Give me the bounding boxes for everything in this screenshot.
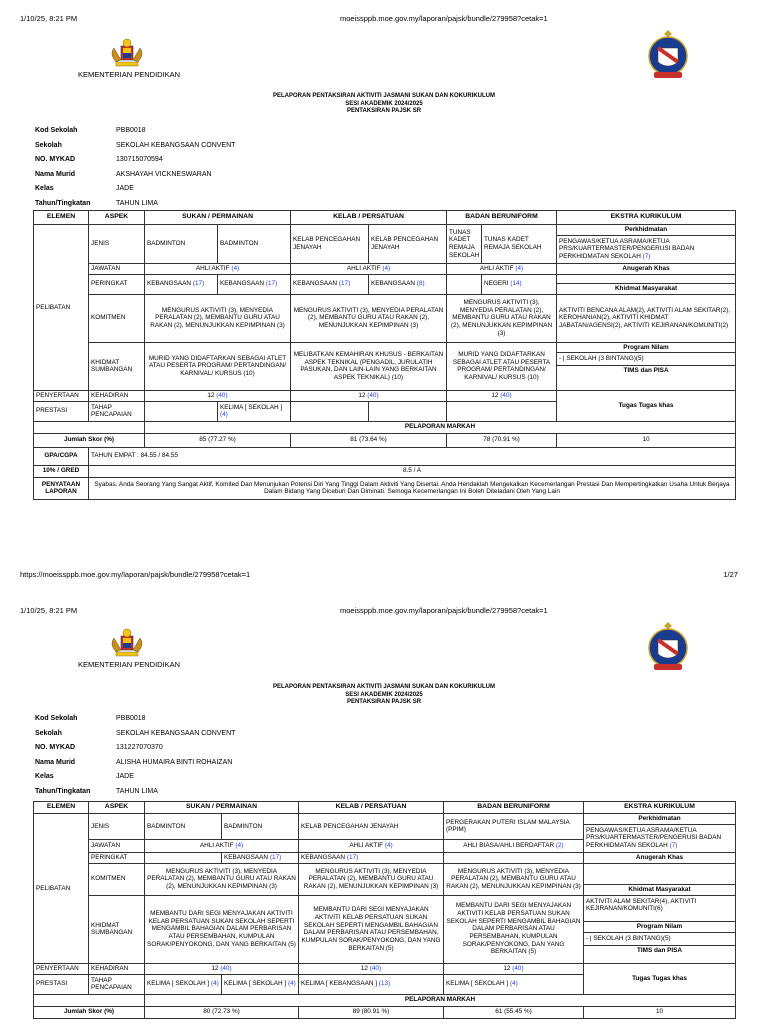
sukan2-komitmen: MENGURUS AKTIVITI (3), MENYEDIA PERALATAN (2), MEMBANTU GURU ATAU RAKAN (2), MENUNJUKKAN KEPIMPINAN (3) xyxy=(145,863,299,895)
ekstra-perkhidmatan-cell xyxy=(557,225,736,264)
kelab-kehadiran-value: 12 xyxy=(358,391,366,399)
sukan-kehadiran-value: 12 xyxy=(207,391,215,399)
kelab-peringkat-2-score: (8) xyxy=(416,280,425,288)
kelab2-jawatan xyxy=(299,839,444,852)
ekstra-khidmat-heading: Khidmat Masyarakat xyxy=(557,283,735,294)
kelab-peringkat-2-value: KEBANGSAAN xyxy=(371,280,416,288)
report-title-line-1: PELAPORAN PENTAKSIRAN AKTIVITI JASMANI SUKAN DAN KOKURIKULUM xyxy=(272,93,495,99)
badan-jawatan xyxy=(447,263,557,274)
sukan2-khidmat: MEMBANTU DARI SEGI MENYAJAKAN AKTIVITI KELAB PERSATUAN SUKAN SEKOLAH SEPERTI MENGAMBIL BAHAGIAN DALAM PERBARISAN ATAU PERSEMBAHAN, KUMPULAN SORAK/PENYOKONG, DAN YANG BERKAITAN (5) xyxy=(145,895,299,963)
ekstra2-perkhidmatan-score: (7) xyxy=(669,842,678,850)
jata-negara-logo-2 xyxy=(104,628,150,660)
kelab-peringkat-1-value: KEBANGSAAN xyxy=(293,280,338,288)
kelab2-peringkat-score: (17) xyxy=(346,853,359,861)
sukan-tahap-2 xyxy=(218,401,291,421)
badan-tahap xyxy=(447,401,557,421)
value2-nama-murid: ALISHA HUMAIRA BINTI ROHAIZAN xyxy=(116,758,233,766)
sukan-komitmen: MENGURUS AKTIVITI (3), MENYEDIA PERALATAN (2), MEMBANTU GURU ATAU RAKAN (2), MENUNJUKKAN KEPIMPINAN (3) xyxy=(145,294,291,342)
label2-jumlah-skor: Jumlah Skor (%) xyxy=(34,1006,145,1018)
badan-komitmen: MENGURUS AKTIVITI (3), MENYEDIA PERALATAN (2), MEMBANTU GURU ATAU RAKAN (2), MENUNJUKKAN KEPIMPINAN (3) xyxy=(447,294,557,342)
kelab2-jawatan-score: (4) xyxy=(384,841,393,849)
footer-url: https://moeissppb.moe.gov.my/laporan/pajsk/bundle/279958?cetak=1 xyxy=(20,570,251,579)
sukan-jenis-2: BADMINTON xyxy=(218,225,291,264)
ministry-name-2: KEMENTERIAN PENDIDIKAN xyxy=(78,660,181,669)
badan2-peringkat xyxy=(444,852,584,863)
sukan2-peringkat-2 xyxy=(222,852,299,863)
ekstra-perkhidmatan-score: (7) xyxy=(642,253,651,261)
badan2-jawatan-score: (2) xyxy=(555,841,564,849)
label-kelas: Kelas xyxy=(35,185,54,193)
header2-badan: BADAN BERUNIFORM xyxy=(444,802,584,814)
kelab-tahap-1 xyxy=(291,401,369,421)
label2-kelas: Kelas xyxy=(35,773,54,781)
kelab2-kehadiran-value: 12 xyxy=(360,964,368,972)
sukan-khidmat: MURID YANG DIDAFTARKAN SEBAGAI ATLET ATAU PESERTA PROGRAM/ PERTANDINGAN/ KARNIVAL/ KURSUS (10) xyxy=(145,342,291,390)
sukan2-tahap-1-score: (4) xyxy=(210,980,219,988)
sukan2-peringkat-2-value: KEBANGSAAN xyxy=(224,853,269,861)
header-kelab: KELAB / PERSATUAN xyxy=(291,211,447,225)
aspek-tahap: TAHAP PENCAPAIAN xyxy=(89,401,145,421)
pelaporan-markah-spacer xyxy=(34,421,145,433)
sukan-peringkat-2 xyxy=(218,274,291,294)
label2-tahun: Tahun/Tingkatan xyxy=(35,788,91,796)
label2-nama-murid: Nama Murid xyxy=(35,758,76,766)
info2-nama-murid xyxy=(35,756,235,771)
info-kod-sekolah xyxy=(35,124,235,139)
info2-sekolah xyxy=(35,727,235,742)
sukan-jawatan-value: AHLI AKTIF xyxy=(195,264,230,272)
label-gpa: GPA/CGPA xyxy=(34,447,89,465)
ekstra2-perkhidmatan-cell xyxy=(584,814,736,853)
elemen2-pelibatan: PELIBATAN xyxy=(34,814,89,964)
info-sekolah xyxy=(35,139,235,154)
badan-peringkat-2 xyxy=(482,274,557,294)
aspek-peringkat: PERINGKAT xyxy=(89,274,145,294)
jumlah2-kelab: 89 (80.91 %) xyxy=(299,1006,444,1018)
info-kelas xyxy=(35,182,235,197)
report-title-line-2: SESI AKADEMIK 2024/2025 xyxy=(345,100,423,107)
sukan-peringkat-1 xyxy=(145,274,218,294)
info2-kod-sekolah xyxy=(35,712,235,727)
value-gpa: TAHUN EMPAT : 84.55 / 84.55 xyxy=(89,447,736,465)
sukan2-peringkat-2-score: (17) xyxy=(269,853,282,861)
value2-mykad: 131227070370 xyxy=(116,744,163,752)
aspek2-komitmen: KOMITMEN xyxy=(89,863,145,895)
badan2-khidmat: MEMBANTU DARI SEGI MENYAJAKAN AKTIVITI KELAB PERSATUAN SUKAN SEKOLAH SEPERTI MENGAMBIL BAHAGIAN DALAM PERBARISAN ATAU PERSEMBAHAN, KUMPULAN SORAK/PENYOKONG, DAN YANG BERKAITAN (5) xyxy=(444,895,584,963)
ekstra2-perkhidmatan-heading: Perkhidmatan xyxy=(584,814,735,825)
badan-peringkat-2-score: (14) xyxy=(510,280,522,288)
label-penyataan: PENYATAAN LAPORAN xyxy=(34,477,89,499)
sukan2-tahap-2 xyxy=(222,974,299,994)
jumlah2-sukan: 80 (72.73 %) xyxy=(145,1006,299,1018)
ekstra2-anugerah-heading: Anugerah Khas xyxy=(584,852,736,863)
kelab2-peringkat-value: KEBANGSAAN xyxy=(301,853,346,861)
value2-tahun: TAHUN LIMA xyxy=(116,788,158,796)
value-tahun: TAHUN LIMA xyxy=(116,200,158,208)
sukan-peringkat-2-value: KEBANGSAAN xyxy=(220,280,265,288)
ekstra2-nilam-heading: Program Nilam xyxy=(584,921,735,932)
sukan2-tahap-1-value: KELIMA [ SEKOLAH ] xyxy=(147,980,210,988)
sukan2-kehadiran-value: 12 xyxy=(211,964,219,972)
value-kelas: JADE xyxy=(116,185,134,193)
ekstra-tims-heading: TIMS dan PISA xyxy=(557,365,735,376)
elemen2-prestasi: PRESTASI xyxy=(34,974,89,994)
sukan2-kehadiran-score: (40) xyxy=(220,964,232,972)
aspek-komitmen: KOMITMEN xyxy=(89,294,145,342)
jumlah-sukan: 85 (77.27 %) xyxy=(145,433,291,447)
sukan2-jenis-2: BADMINTON xyxy=(222,814,299,840)
aspek2-tahap: TAHAP PENCAPAIAN xyxy=(89,974,145,994)
report-title-line-3: PENTAKSIRAN PAJSK SR xyxy=(346,108,422,114)
sukan2-jawatan-value: AHLI AKTIF xyxy=(199,841,234,849)
value2-kod-sekolah: PBB0018 xyxy=(116,715,146,723)
header2-sukan: SUKAN / PERMAINAN xyxy=(145,802,299,814)
label2-sekolah: Sekolah xyxy=(35,729,62,737)
pelaporan2-markah-spacer xyxy=(34,994,145,1006)
kelab-kehadiran xyxy=(291,390,447,401)
sukan-tahap-1 xyxy=(145,401,218,421)
label2-mykad: NO. MYKAD xyxy=(35,744,76,752)
kelab-peringkat-1 xyxy=(291,274,369,294)
elemen-pelibatan: PELIBATAN xyxy=(34,225,89,391)
kelab2-tahap-value: KELIMA [ KEBANGSAAN ] xyxy=(301,980,378,988)
kelab-kehadiran-score: (40) xyxy=(367,391,379,399)
elemen-penyertaan: PENYERTAAN xyxy=(34,390,89,401)
badan2-kehadiran-value: 12 xyxy=(503,964,511,972)
ekstra2-khidmat-value: AKTIVITI ALAM SEKITAR(4), AKTIVITI KEJIRANAN/KOMUNITI(6) xyxy=(586,897,697,913)
ekstra-nilam-cell xyxy=(557,342,736,390)
ekstra-anugerah-heading: Anugerah Khas xyxy=(557,263,736,274)
value-nama-murid: AKSHAYAH VICKNESWARAN xyxy=(116,170,212,178)
badan-peringkat-1 xyxy=(447,274,482,294)
sukan-tahap-2-score: (4) xyxy=(220,411,228,419)
kelab-peringkat-2 xyxy=(369,274,447,294)
kelab-jenis-2: KELAB PENCEGAHAN JENAYAH xyxy=(369,225,447,264)
kelab-khidmat: MELIBATKAN KEMAHIRAN KHUSUS - BERKAITAN ASPEK TEKNIKAL (PENGADIL, JURULATIH PASUKAN, DAN LAIN-LAIN YANG BERKAITAN ASPEK TEKNIKAL) (10) xyxy=(291,342,447,390)
aspek2-khidmat-sumbangan: KHIDMAT SUMBANGAN xyxy=(89,895,145,963)
value-penyataan: Syabas. Anda Seorang Yang Sangat Aktif, Komited Dan Menunjukan Potensi Diri Yang Tinggi Dalam Aktiviti Yang Disertai. Anda Hendaklah Mengekalkan Kecemerlangan Prestasi Dan Mempertingkatkan Usaha Untuk Berjaya Dalam Bidang Yang Diceburi Dan Diminati. Semoga Kecemerlangan Ini Boleh Diteladani Oleh Yang Lain xyxy=(89,477,736,499)
kelab2-kehadiran-score: (40) xyxy=(369,964,382,972)
badan-kehadiran xyxy=(447,390,557,401)
kelab2-peringkat xyxy=(299,852,444,863)
label-mykad: NO. MYKAD xyxy=(35,156,76,164)
header-ekstra: EKSTRA KURIKULUM xyxy=(557,211,736,225)
pelaporan-markah-heading: PELAPORAN MARKAH xyxy=(145,421,736,433)
badan2-jenis: PERGERAKAN PUTERI ISLAM MALAYSIA (PPIM) xyxy=(444,814,584,840)
header2-aspek: ASPEK xyxy=(89,802,145,814)
ekstra-perkhidmatan-heading: Perkhidmatan xyxy=(557,225,735,236)
value2-sekolah: SEKOLAH KEBANGSAAN CONVENT xyxy=(116,729,236,737)
kelab2-komitmen: MENGURUS AKTIVITI (3), MENYEDIA PERALATAN (2), MEMBANTU GURU ATAU RAKAN (2), MENUNJUKKAN KEPIMPINAN (3) xyxy=(299,863,444,895)
footer-page-number: 1/27 xyxy=(723,570,738,579)
kelab2-jawatan-value: AHLI AKTIF xyxy=(349,841,384,849)
ekstra2-khidmat-cell xyxy=(584,895,736,963)
badan2-jawatan xyxy=(444,839,584,852)
sukan2-jawatan xyxy=(145,839,299,852)
aspek-jawatan: JAWATAN xyxy=(89,263,145,274)
aspek2-kehadiran: KEHADIRAN xyxy=(89,963,145,974)
header2-ekstra: EKSTRA KURIKULUM xyxy=(584,802,736,814)
kelab-jenis-1: KELAB PENCEGAHAN JENAYAH xyxy=(291,225,369,264)
badan-peringkat-2-value: NEGERI xyxy=(484,280,509,288)
sukan-jawatan xyxy=(145,263,291,274)
kelab2-tahap-score: (13) xyxy=(378,980,391,988)
jumlah-kelab: 81 (73.64 %) xyxy=(291,433,447,447)
sukan-peringkat-1-score: (17) xyxy=(192,280,205,288)
sukan2-kehadiran xyxy=(145,963,299,974)
kelab-tahap-2 xyxy=(369,401,447,421)
sukan2-jawatan-score: (4) xyxy=(235,841,244,849)
student-info xyxy=(35,124,235,212)
sukan-jawatan-score: (4) xyxy=(231,264,240,272)
aspek2-peringkat: PERINGKAT xyxy=(89,852,145,863)
badan-kehadiran-score: (40) xyxy=(500,391,512,399)
student-info-2 xyxy=(35,712,235,800)
ekstra2-nilam-value: - | SEKOLAH (3 BINTANG)(5) xyxy=(584,932,735,945)
sukan2-tahap-2-score: (4) xyxy=(287,980,296,988)
info2-mykad xyxy=(35,741,235,756)
assessment-table xyxy=(33,210,736,500)
kelab2-tahap xyxy=(299,974,444,994)
kelab2-khidmat: MEMBANTU DARI SEGI MENYAJAKAN AKTIVITI KELAB PERSATUAN SUKAN SEKOLAH SEPERTI MENGAMBIL BAHAGIAN DALAM PERBARISAN ATAU PERSEMBAHAN, KUMPULAN SORAK/PENYOKONG, DAN YANG BERKAITAN (5) xyxy=(299,895,444,963)
kelab2-jenis: KELAB PENCEGAHAN JENAYAH xyxy=(299,814,444,840)
label-kod-sekolah: Kod Sekolah xyxy=(35,127,78,135)
aspek2-jenis: JENIS xyxy=(89,814,145,840)
ekstra2-tims-heading: TIMS dan PISA xyxy=(584,945,735,956)
report-title-2-line-3: PENTAKSIRAN PAJSK SR xyxy=(346,699,422,705)
elemen2-penyertaan: PENYERTAAN xyxy=(34,963,89,974)
label-tahun: Tahun/Tingkatan xyxy=(35,200,91,208)
report-page-2 xyxy=(0,598,768,1024)
badan-jawatan-score: (4) xyxy=(515,264,524,272)
ekstra-nilam-value: - | SEKOLAH (3 BINTANG)(5) xyxy=(559,355,644,363)
kelab-komitmen: MENGURUS AKTIVITI (3), MENYEDIA PERALATAN (2), MEMBANTU GURU ATAU RAKAN (2), MENUNJUKKAN KEPIMPINAN (3) xyxy=(291,294,447,342)
elemen-prestasi: PRESTASI xyxy=(34,401,89,421)
kelab-peringkat-1-score: (17) xyxy=(338,280,351,288)
sukan2-jenis-1: BADMINTON xyxy=(145,814,222,840)
ekstra2-perkhidmatan-value: PENGAWAS/KETUA ASRAMA/KETUA PRS/KUARTERMASTER/PENGERUSI BADAN PERKHIDMATAN SEKOLAH xyxy=(586,826,722,850)
sukan2-tahap-2-value: KELIMA [ SEKOLAH ] xyxy=(224,980,287,988)
kelab-jawatan-value: AHLI AKTIF xyxy=(346,264,381,272)
ekstra2-khidmat-heading: Khidmat Masyarakat xyxy=(584,884,735,895)
sukan2-peringkat-1 xyxy=(145,852,222,863)
school-crest-logo-2 xyxy=(646,620,690,674)
kelab-jawatan-score: (4) xyxy=(382,264,391,272)
label-jumlah-skor: Jumlah Skor (%) xyxy=(34,433,145,447)
print-date-2: 1/10/25, 8:21 PM xyxy=(20,606,78,615)
aspek2-jawatan: JAWATAN xyxy=(89,839,145,852)
sukan-jenis-1: BADMINTON xyxy=(145,225,218,264)
header-badan: BADAN BERUNIFORM xyxy=(447,211,557,225)
kelab2-kehadiran xyxy=(299,963,444,974)
header-aspek: ASPEK xyxy=(89,211,145,225)
jumlah-ekstra: 10 xyxy=(557,433,736,447)
school-crest-logo xyxy=(646,28,690,82)
info-mykad xyxy=(35,153,235,168)
badan2-kehadiran xyxy=(444,963,584,974)
badan2-tahap xyxy=(444,974,584,994)
badan-kehadiran-value: 12 xyxy=(491,391,499,399)
header-elemen: ELEMEN xyxy=(34,211,89,225)
sukan-kehadiran-score: (40) xyxy=(216,391,228,399)
header2-elemen: ELEMEN xyxy=(34,802,89,814)
ministry-name: KEMENTERIAN PENDIDIKAN xyxy=(78,70,181,79)
value-mykad: 130715070594 xyxy=(116,156,163,164)
report-title-2-line-2: SESI AKADEMIK 2024/2025 xyxy=(345,691,423,698)
badan-jenis-2: TUNAS KADET REMAJA SEKOLAH xyxy=(482,225,557,264)
sukan-tahap-2-value: KELIMA [ SEKOLAH ] xyxy=(220,403,283,411)
report-title-2-line-1: PELAPORAN PENTAKSIRAN AKTIVITI JASMANI SUKAN DAN KOKURIKULUM xyxy=(272,684,495,690)
ekstra-perkhidmatan-value: PENGAWAS/KETUA ASRAMA/KETUA PRS/KUARTERMASTER/PENGERUSI BADAN PERKHIDMATAN SEKOLAH xyxy=(559,237,695,261)
header2-kelab: KELAB / PERSATUAN xyxy=(299,802,444,814)
print-date: 1/10/25, 8:21 PM xyxy=(20,14,78,23)
value-kod-sekolah: PBB0018 xyxy=(116,127,146,135)
report-title-2 xyxy=(0,684,768,707)
ekstra-tugas-heading: Tugas Tugas khas xyxy=(557,390,736,421)
ekstra2-tugas-heading: Tugas Tugas khas xyxy=(584,963,736,994)
badan2-komitmen: MENGURUS AKTIVITI (3), MENYEDIA PERALATAN (2), MEMBANTU GURU ATAU RAKAN (2), MENUNJUKKAN KEPIMPINAN (3) xyxy=(444,863,584,895)
pelaporan2-markah-heading: PELAPORAN MARKAH xyxy=(145,994,736,1006)
sukan-peringkat-2-score: (17) xyxy=(265,280,278,288)
info2-tahun xyxy=(35,785,235,800)
jumlah-badan: 78 (70.91 %) xyxy=(447,433,557,447)
badan-jawatan-value: AHLI AKTIF xyxy=(479,264,514,272)
aspek-jenis: JENIS xyxy=(89,225,145,264)
ekstra2-khidmat-heading-cell xyxy=(584,863,736,895)
badan-khidmat: MURID YANG DIDAFTARKAN SEBAGAI ATLET ATAU PESERTA PROGRAM/ PERTANDINGAN/ KARNIVAL/ KURSUS (10) xyxy=(447,342,557,390)
ekstra-nilam-heading: Program Nilam xyxy=(557,343,735,354)
sukan2-tahap-1 xyxy=(145,974,222,994)
label-gred: 10% / GRED xyxy=(34,465,89,477)
assessment-table-2 xyxy=(33,801,736,1019)
jumlah2-badan: 61 (55.45 %) xyxy=(444,1006,584,1018)
badan2-tahap-score: (4) xyxy=(509,980,518,988)
sukan-kehadiran xyxy=(145,390,291,401)
label-sekolah: Sekolah xyxy=(35,141,62,149)
aspek-kehadiran: KEHADIRAN xyxy=(89,390,145,401)
header-sukan: SUKAN / PERMAINAN xyxy=(145,211,291,225)
sukan-peringkat-1-value: KEBANGSAAN xyxy=(147,280,192,288)
ekstra-khidmat-heading-cell xyxy=(557,274,736,294)
value2-kelas: JADE xyxy=(116,773,134,781)
badan-jenis-1: TUNAS KADET REMAJA SEKOLAH xyxy=(447,225,482,264)
badan2-tahap-value: KELIMA [ SEKOLAH ] xyxy=(446,980,509,988)
jumlah2-ekstra: 10 xyxy=(584,1006,736,1018)
aspek-khidmat-sumbangan: KHIDMAT SUMBANGAN xyxy=(89,342,145,390)
label-nama-murid: Nama Murid xyxy=(35,170,76,178)
badan2-jawatan-value: AHLI BIASA/AHLI BERDAFTAR xyxy=(463,841,555,849)
print-url: moeissppb.moe.gov.my/laporan/pajsk/bundle/279958?cetak=1 xyxy=(340,14,548,23)
label2-kod-sekolah: Kod Sekolah xyxy=(35,715,78,723)
value-gred: 8.5 / A xyxy=(89,465,736,477)
ekstra-khidmat-value: AKTIVITI BENCANA ALAM(2), AKTIVITI ALAM SEKITAR(2), KEROHANIAN(2), AKTIVITI KHIDMAT JABATAN/AGENSI(2), AKTIVITI KEJIRANAN/KOMUNITI(2) xyxy=(557,294,736,342)
kelab-jawatan xyxy=(291,263,447,274)
value-sekolah: SEKOLAH KEBANGSAAN CONVENT xyxy=(116,141,236,149)
info2-kelas xyxy=(35,770,235,785)
report-title xyxy=(0,93,768,116)
jata-negara-logo xyxy=(104,38,150,70)
print-url-2: moeissppb.moe.gov.my/laporan/pajsk/bundle/279958?cetak=1 xyxy=(340,606,548,615)
info-nama-murid xyxy=(35,168,235,183)
badan2-kehadiran-score: (40) xyxy=(512,964,524,972)
